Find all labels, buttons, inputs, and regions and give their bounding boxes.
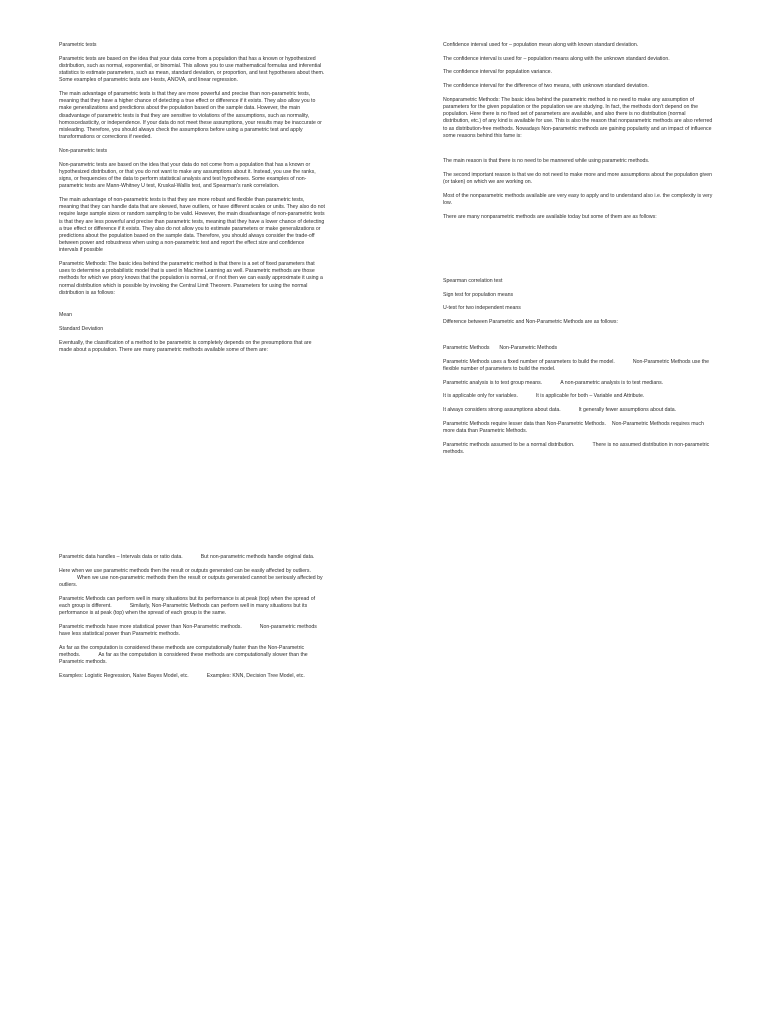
comparison-row	[59, 624, 325, 638]
confidence-interval-line-2: The confidence interval is used for – population means along with the unknown standard deviation.	[443, 55, 670, 62]
comparison-cell-nonparametric: Similarly, Non-Parametric Methods can perform well in many situations but its performance is at peak (top) when the spread of each group is the same.	[59, 603, 308, 617]
comparison-cell-nonparametric: It generally fewer assumptions about data.	[578, 407, 677, 414]
right-column-bottom	[443, 345, 713, 463]
heading-parametric-tests: Parametric tests	[59, 42, 97, 48]
comparison-cell-nonparametric: There is no assumed distribution in non-parametric methods.	[443, 441, 710, 455]
comparison-row	[59, 673, 325, 680]
paragraph-parametric-1: Parametric tests are based on the idea that your data come from a population that has a known or hypothesized distribution, such as normal, exponential, or binomial. This allows you to use mathematical formulas and inferential statistics to estimate parameters, such as mean, standard deviation, or proportion, and test hypotheses about them. Some examples of parametric tests are t-tests, ANOVA, and linear regression.	[59, 55, 325, 84]
comparison-cell-nonparametric: Non-Parametric Methods requires much more data than Parametric Methods.	[443, 420, 704, 434]
comparison-cell-parametric: Parametric Methods require lesser data than Non-Parametric Methods.	[443, 420, 606, 427]
comparison-header-parametric: Parametric Methods	[443, 345, 490, 351]
difference-intro: Difference between Parametric and Non-Parametric Methods are as follows:	[443, 319, 618, 326]
paragraph-nonparametric-methods: Nonparametric Methods: The basic idea behind the parametric method is no need to make any assumption of parameters for the given population or the population we are studying. In fact, the methods don't depend on the population. Here there is no fixed set of parameters are available, and also there is no distribution (normal distribution, etc.) of any kind is available for use. This is also the reason that nonparametric methods are also referred to as distribution-free methods. Nowadays Non-parametric methods are gaining popularity and an impact of influence some reasons behind this fame is:	[443, 96, 713, 139]
comparison-row	[59, 554, 325, 561]
comparison-cell-nonparametric: Non-parametric methods have less statistical power than Parametric methods.	[59, 623, 317, 638]
comparison-cell-parametric: Parametric methods have more statistical power than Non-Parametric methods.	[59, 623, 242, 630]
comparison-row	[443, 393, 713, 400]
comparison-row	[443, 421, 713, 435]
reason-1: The main reason is that there is no need to be mannered while using parametric methods.	[443, 158, 650, 165]
paragraph-nonparametric-1: Non-parametric tests are based on the idea that your data do not come from a population that has a known or hypothesized distribution, or that you do not want to make any assumptions about it. Instead, you use the ranks, signs, or frequencies of the data to perform statistical analysis and test hypotheses. Some examples of non-parametric tests are Mann-Whitney U test, Kruskal-Wallis test, and Spearman's rank correlation.	[59, 161, 316, 190]
reason-4: There are many nonparametric methods are available today but some of them are as follows:	[443, 213, 657, 220]
paragraph-parametric-2: The main advantage of parametric tests is that they are more powerful and precise than non-parametric tests, meaning that they have a higher chance of detecting a true effect or difference if it exists. They also allow you to make generalizations and predictions about the population based on the sample data. However, the main disadvantage of parametric tests is that they are sensitive to violations of the assumptions, such as normality, homoscedasticity, or independence. If your data do not meet these assumptions, your results may be inaccurate or misleading. Therefore, you should always check the assumptions before using a parametric test and apply transformations or corrections if needed.	[59, 91, 322, 141]
comparison-row	[59, 596, 325, 618]
comparison-cell-nonparametric: But non-parametric methods handle original data.	[200, 554, 315, 560]
comparison-header-row	[443, 345, 713, 352]
comparison-row	[443, 442, 713, 456]
comparison-cell-nonparametric: Non-Parametric Methods use the flexible number of parameters to build the model.	[443, 358, 709, 372]
comparison-cell-parametric: Here when we use parametric methods then the result or outputs generated can be easily affected by outliers.	[59, 567, 311, 574]
confidence-interval-line-4: The confidence interval for the difference of two means, with unknown standard deviation.	[443, 83, 649, 90]
comparison-cell-parametric: Parametric analysis is to test group means.	[443, 379, 543, 386]
comparison-cell-parametric: Parametric methods assumed to be a normal distribution.	[443, 441, 575, 448]
comparison-cell-nonparametric: A non-parametric analysis is to test medians.	[560, 379, 664, 386]
list-item-mean: Mean	[59, 312, 72, 319]
comparison-header-nonparametric: Non-Parametric Methods	[499, 345, 558, 351]
comparison-row	[59, 645, 325, 667]
right-column-middle	[443, 278, 713, 333]
paragraph-nonparametric-2: The main advantage of non-parametric tests is that they are more robust and flexible than parametric tests, meaning that they can handle data that are skewed, have outliers, or have different scales or units. They also do not require large sample sizes or random sampling to be valid. However, the main disadvantage of non-parametric tests is that they are less powerful and precise than parametric tests, meaning that they have a lower chance of detecting a true effect or difference if it exists. They also do not allow you to estimate parameters or make generalizations or predictions about the population based on the sample data. Therefore, you should always consider the trade-off between power and robustness when using a non-parametric test and report the effect size and confidence intervals if possible	[59, 196, 325, 254]
comparison-row	[443, 359, 713, 373]
comparison-cell-nonparametric: As far as the computation is considered these methods are computationally slower than the Parametric methods.	[59, 652, 308, 666]
comparison-cell-parametric: It always considers strong assumptions about data.	[443, 407, 561, 414]
paragraph-eventually: Eventually, the classification of a method to be parametric is completely depends on the presumptions that are made about a population. There are many parametric methods available some of them are:	[59, 339, 312, 353]
list-item-standard-deviation: Standard Deviation	[59, 325, 104, 332]
comparison-cell-nonparametric: Examples: KNN, Decision Tree Model, etc.	[206, 672, 305, 679]
comparison-row	[59, 568, 325, 590]
confidence-interval-line-1: Confidence interval used for – population mean along with known standard deviation.	[443, 42, 639, 48]
right-column-top	[443, 42, 713, 227]
method-sign-test: Sign test for population means	[443, 291, 514, 298]
comparison-row	[443, 407, 713, 414]
method-spearman: Spearman correlation test	[443, 278, 503, 284]
paragraph-parametric-methods: Parametric Methods: The basic idea behind the parametric method is that there is a set of fixed parameters that uses to determine a probabilistic model that is used in Machine Learning as well. Parametric methods are those methods for which we priory knows that the population is normal, or if not then we can easily approximate it using a normal distribution which is possible by invoking the Central Limit Theorem. Parameters for using the normal distribution is as follows:	[59, 261, 323, 296]
heading-nonparametric-tests: Non-parametric tests	[59, 147, 108, 154]
comparison-row	[443, 380, 713, 387]
comparison-cell-parametric: As far as the computation is considered these methods are computationally faster than the Non-Parametric methods.	[59, 644, 305, 659]
reason-3: Most of the nonparametric methods available are very easy to apply and to understand also i.e. the complexity is very low.	[443, 192, 713, 206]
left-column-top	[59, 42, 325, 360]
left-column-bottom	[59, 554, 325, 687]
confidence-interval-line-3: The confidence interval for population variance.	[443, 69, 553, 76]
method-u-test: U-test for two independent means	[443, 305, 521, 312]
comparison-cell-parametric: Examples: Logistic Regression, Naive Bayes Model, etc.	[59, 672, 189, 679]
comparison-cell-parametric: Parametric Methods can perform well in many situations but its performance is at peak (top) when the spread of each group is different.	[59, 595, 316, 610]
reason-2: The second important reason is that we do not need to make more and more assumptions about the population given (or taken) on which we are working on.	[443, 171, 713, 185]
comparison-cell-nonparametric: It is applicable for both – Variable and Attribute.	[535, 393, 645, 400]
comparison-cell-nonparametric: When we use non-parametric methods then the result or outputs generated cannot be seriously affected by outliers.	[59, 574, 323, 589]
comparison-cell-parametric: Parametric data handles – Intervals data or ratio data.	[59, 554, 183, 560]
comparison-cell-parametric: It is applicable only for variables.	[443, 393, 518, 400]
comparison-cell-parametric: Parametric Methods uses a fixed number of parameters to build the model.	[443, 358, 615, 365]
